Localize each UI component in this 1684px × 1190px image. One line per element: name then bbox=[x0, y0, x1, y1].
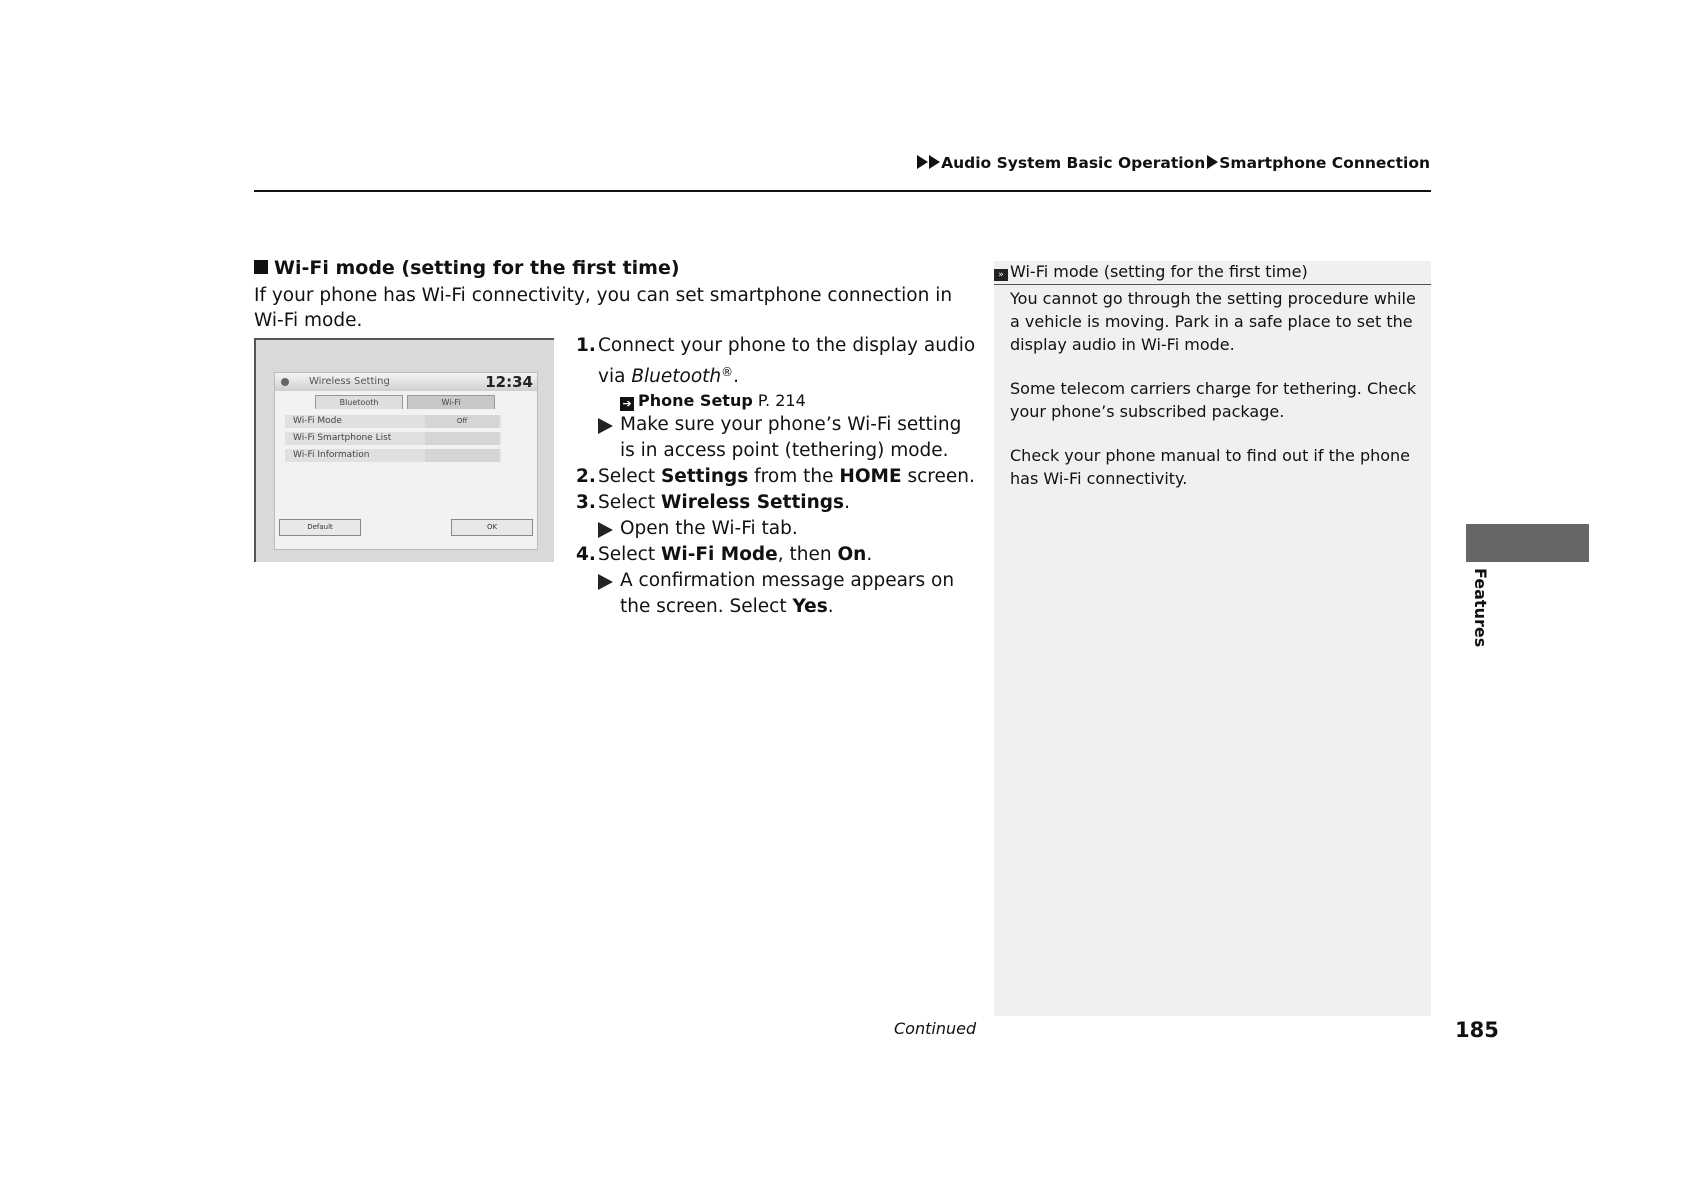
step-text-bold: Wireless Settings bbox=[660, 492, 845, 513]
substep-text-bold: Yes bbox=[792, 596, 828, 617]
step-3 bbox=[576, 490, 976, 516]
screen-ok-button: OK bbox=[451, 519, 533, 536]
chapter-tab-label: Features bbox=[1471, 568, 1490, 648]
sidebar-paragraph: Some telecom carriers charge for tethering. Check your phone’s subscribed package. bbox=[1010, 379, 1417, 421]
step-number: 3. bbox=[576, 492, 596, 513]
screen-row-smartphone-list bbox=[285, 432, 501, 445]
sidebar-heading bbox=[994, 261, 1431, 285]
screen-row-wifi-information bbox=[285, 449, 501, 462]
row-value bbox=[425, 449, 499, 462]
step-text-bold: HOME bbox=[839, 466, 902, 487]
step-text: Connect your phone to the display audio via bbox=[598, 335, 976, 387]
step-1-substep bbox=[576, 412, 976, 464]
intro-paragraph: If your phone has Wi-Fi connectivity, you can set smartphone connection in Wi-Fi mode. bbox=[254, 285, 953, 331]
step-text-bold: On bbox=[837, 544, 867, 565]
substep-text: Make sure your phone’s Wi-Fi setting is in access point (tethering) mode. bbox=[620, 414, 962, 461]
sidebar-paragraph: Check your phone manual to find out if the phone has Wi-Fi connectivity. bbox=[1010, 446, 1411, 488]
substep-text: . bbox=[827, 596, 834, 617]
triangle-icon bbox=[598, 574, 613, 590]
step-number: 4. bbox=[576, 544, 596, 565]
screen-title: Wireless Setting bbox=[309, 376, 390, 387]
screen-panel bbox=[274, 372, 538, 550]
triangle-icon bbox=[598, 418, 613, 434]
reference-page: P. 214 bbox=[752, 391, 806, 410]
notes-sidebar bbox=[994, 261, 1431, 1016]
step-text: . bbox=[733, 366, 740, 387]
sidebar-body bbox=[1010, 287, 1420, 511]
screen-titlebar bbox=[275, 373, 537, 391]
registered-mark: ® bbox=[721, 365, 734, 379]
step-text: Select bbox=[598, 492, 661, 513]
chapter-tab bbox=[1466, 524, 1589, 562]
step-text: Select bbox=[598, 544, 661, 565]
row-label: Wi-Fi Mode bbox=[293, 416, 342, 426]
step-text: . bbox=[866, 544, 873, 565]
cross-reference[interactable] bbox=[576, 390, 976, 412]
step-text-italic: Bluetooth bbox=[631, 366, 722, 387]
step-text: , then bbox=[777, 544, 838, 565]
triangle-icon bbox=[598, 522, 613, 538]
row-value: Off bbox=[425, 415, 499, 428]
substep-text: Open the Wi-Fi tab. bbox=[620, 518, 798, 539]
step-text-bold: Settings bbox=[660, 466, 749, 487]
triangle-icon bbox=[929, 155, 940, 169]
triangle-icon bbox=[917, 155, 928, 169]
substep-text: A confirmation message appears on the screen. Select bbox=[620, 570, 955, 617]
step-4-substep bbox=[576, 568, 976, 620]
screen-clock: 12:34 bbox=[485, 373, 533, 391]
step-text: screen. bbox=[901, 466, 975, 487]
tab-wifi: Wi-Fi bbox=[407, 395, 495, 409]
breadcrumb-part: Smartphone Connection bbox=[1219, 154, 1430, 172]
screen-row-wifi-mode bbox=[285, 415, 501, 428]
back-icon bbox=[281, 378, 289, 386]
step-4 bbox=[576, 542, 976, 568]
square-bullet-icon bbox=[254, 260, 268, 274]
display-screenshot bbox=[254, 338, 554, 562]
step-3-substep bbox=[576, 516, 976, 542]
continued-label: Continued bbox=[894, 1019, 977, 1038]
screen-default-button: Default bbox=[279, 519, 361, 536]
sidebar-paragraph: You cannot go through the setting procedure while a vehicle is moving. Park in a safe place to set the display audio in Wi-Fi mode. bbox=[1010, 289, 1416, 354]
step-number: 1. bbox=[576, 335, 596, 356]
step-text-bold: Wi-Fi Mode bbox=[660, 544, 778, 565]
section-heading-text: Wi-Fi mode (setting for the first time) bbox=[274, 257, 680, 279]
tab-bluetooth: Bluetooth bbox=[315, 395, 403, 409]
row-label: Wi-Fi Information bbox=[293, 450, 370, 460]
breadcrumb bbox=[917, 154, 1430, 172]
sidebar-heading-text: Wi-Fi mode (setting for the first time) bbox=[1010, 262, 1308, 281]
page-number: 185 bbox=[1455, 1018, 1499, 1042]
section-heading bbox=[254, 257, 680, 279]
reference-title: Phone Setup bbox=[638, 391, 753, 410]
header-rule bbox=[254, 190, 1431, 192]
steps-list bbox=[576, 333, 976, 620]
breadcrumb-part: Audio System Basic Operation bbox=[941, 154, 1206, 172]
row-value bbox=[425, 432, 499, 445]
step-text: Select bbox=[598, 466, 661, 487]
row-label: Wi-Fi Smartphone List bbox=[293, 433, 392, 443]
step-1 bbox=[576, 333, 976, 390]
step-2 bbox=[576, 464, 976, 490]
step-number: 2. bbox=[576, 466, 596, 487]
screen-tabs bbox=[315, 395, 495, 409]
step-text: from the bbox=[748, 466, 840, 487]
double-arrow-icon: » bbox=[994, 269, 1008, 281]
step-text: . bbox=[844, 492, 850, 513]
triangle-icon bbox=[1207, 155, 1218, 169]
reference-icon: ➔ bbox=[620, 397, 634, 411]
